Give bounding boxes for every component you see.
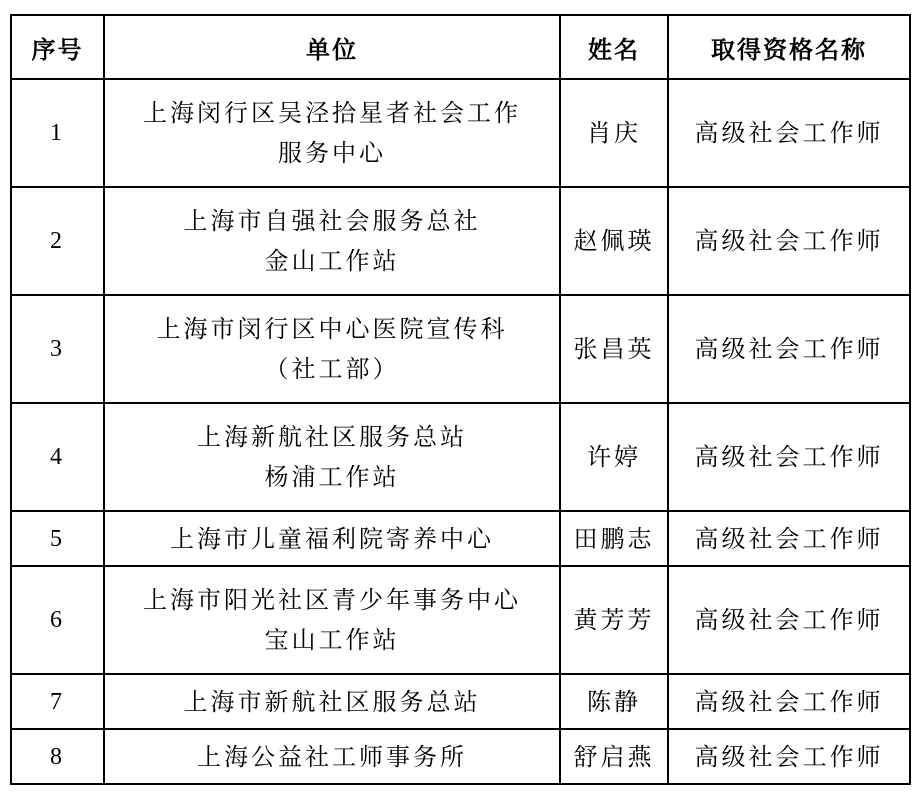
- unit-line: 金山工作站: [264, 247, 400, 275]
- table-row: [11, 566, 910, 674]
- table-row: [11, 295, 910, 403]
- row-qualification-cell: 高级社会工作师: [668, 566, 910, 674]
- unit-line: 上海市闵行区中心医院宣传科: [156, 315, 508, 343]
- row-unit-cell: [104, 511, 560, 566]
- row-index-cell: 6: [11, 566, 104, 674]
- row-index-cell: 3: [11, 295, 104, 403]
- row-name-cell: 许婷: [560, 403, 668, 511]
- qualification-table: [10, 14, 911, 785]
- row-index-cell: 1: [11, 79, 104, 187]
- unit-line: 上海闵行区吴泾拾星者社会工作: [143, 99, 521, 127]
- unit-line: （社工部）: [264, 355, 400, 383]
- header-unit: 单位: [104, 15, 560, 79]
- row-name-cell: 赵佩瑛: [560, 187, 668, 295]
- table-row: [11, 674, 910, 729]
- table-row: [11, 511, 910, 566]
- row-qualification-cell: 高级社会工作师: [668, 295, 910, 403]
- unit-line: 上海市儿童福利院寄养中心: [170, 524, 494, 553]
- row-name-cell: 肖庆: [560, 79, 668, 187]
- row-name-cell: 陈静: [560, 674, 668, 729]
- unit-line: 上海市阳光社区青少年事务中心: [143, 586, 521, 614]
- unit-line: 上海市新航社区服务总站: [183, 687, 481, 716]
- table-row: [11, 79, 910, 187]
- row-unit-cell: [104, 674, 560, 729]
- unit-line: 上海公益社工师事务所: [197, 742, 467, 771]
- table-row: [11, 187, 910, 295]
- row-name-cell: 张昌英: [560, 295, 668, 403]
- row-qualification-cell: 高级社会工作师: [668, 79, 910, 187]
- header-row: [11, 15, 910, 79]
- table-row: [11, 729, 910, 784]
- header-qualification: 取得资格名称: [668, 15, 910, 79]
- row-qualification-cell: 高级社会工作师: [668, 187, 910, 295]
- row-name-cell: 田鹏志: [560, 511, 668, 566]
- row-index-cell: 5: [11, 511, 104, 566]
- table-body: [11, 79, 910, 784]
- row-index-cell: 2: [11, 187, 104, 295]
- unit-line: 杨浦工作站: [264, 463, 400, 491]
- row-unit-cell: [104, 403, 560, 511]
- unit-line: 服务中心: [278, 139, 386, 167]
- unit-line: 上海市自强社会服务总社: [183, 207, 481, 235]
- row-name-cell: 舒启燕: [560, 729, 668, 784]
- row-index-cell: 7: [11, 674, 104, 729]
- row-qualification-cell: 高级社会工作师: [668, 511, 910, 566]
- row-qualification-cell: 高级社会工作师: [668, 729, 910, 784]
- table-row: [11, 403, 910, 511]
- row-unit-cell: [104, 295, 560, 403]
- row-qualification-cell: 高级社会工作师: [668, 674, 910, 729]
- row-unit-cell: [104, 729, 560, 784]
- unit-line: 宝山工作站: [264, 626, 400, 654]
- row-index-cell: 4: [11, 403, 104, 511]
- row-unit-cell: [104, 187, 560, 295]
- header-index: 序号: [11, 15, 104, 79]
- unit-line: 上海新航社区服务总站: [197, 423, 467, 451]
- header-name: 姓名: [560, 15, 668, 79]
- row-unit-cell: [104, 566, 560, 674]
- row-unit-cell: [104, 79, 560, 187]
- row-index-cell: 8: [11, 729, 104, 784]
- row-qualification-cell: 高级社会工作师: [668, 403, 910, 511]
- row-name-cell: 黄芳芳: [560, 566, 668, 674]
